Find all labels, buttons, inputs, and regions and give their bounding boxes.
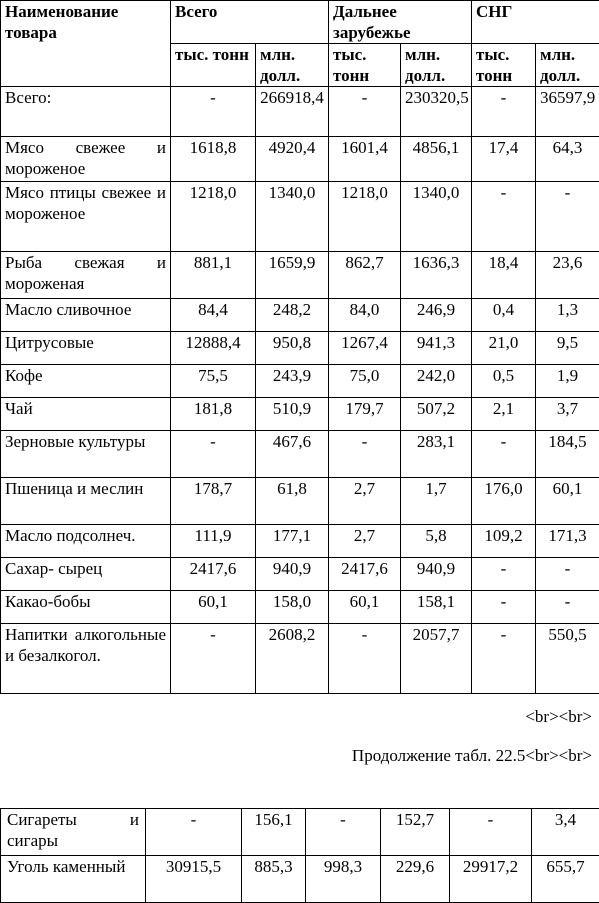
row-value: 1659,9	[256, 252, 329, 299]
row-value: 3,7	[536, 398, 599, 431]
row-value: 2,7	[329, 525, 401, 558]
row-value: 3,4	[532, 809, 599, 856]
continuation-body	[1, 809, 599, 903]
row-value: 229,6	[381, 856, 450, 903]
table-row	[1, 137, 599, 182]
row-name: Всего:	[1, 87, 171, 137]
row-name: Напитки алкогольные и безалкогол.	[1, 624, 171, 694]
row-value: -	[472, 431, 536, 478]
row-value: 17,4	[472, 137, 536, 182]
row-value: 84,0	[329, 299, 401, 332]
table-row	[1, 809, 599, 856]
row-value: 1636,3	[401, 252, 472, 299]
table-row	[1, 87, 599, 137]
row-value: -	[472, 558, 536, 591]
row-name: Цитрусовые	[1, 332, 171, 365]
subheader-cell: тыс. тонн	[171, 44, 256, 87]
row-value: 84,4	[171, 299, 256, 332]
row-value: 1218,0	[329, 182, 401, 252]
row-value: -	[536, 591, 599, 624]
row-name: Чай	[1, 398, 171, 431]
row-value: -	[450, 809, 532, 856]
row-value: 60,1	[536, 478, 599, 525]
table-row	[1, 431, 599, 478]
row-name: Зерновые культуры	[1, 431, 171, 478]
header-group-total: Всего	[171, 1, 329, 44]
row-value: 550,5	[536, 624, 599, 694]
header-row	[1, 1, 599, 44]
row-value: 0,4	[472, 299, 536, 332]
row-value: 12888,4	[171, 332, 256, 365]
row-value: 60,1	[171, 591, 256, 624]
row-value: -	[171, 624, 256, 694]
row-value: 30915,5	[146, 856, 242, 903]
row-value: 64,3	[536, 137, 599, 182]
continuation-caption: Продолжение табл. 22.5<br><br>	[352, 745, 592, 766]
row-value: -	[472, 624, 536, 694]
row-value: 29917,2	[450, 856, 532, 903]
row-value: 109,2	[472, 525, 536, 558]
row-value: 2057,7	[401, 624, 472, 694]
row-value: 230320,5	[401, 87, 472, 137]
subheader-cell: млн. долл.	[256, 44, 329, 87]
row-value: 2,1	[472, 398, 536, 431]
table-row	[1, 478, 599, 525]
row-value: 181,8	[171, 398, 256, 431]
row-value: 941,3	[401, 332, 472, 365]
row-value: 283,1	[401, 431, 472, 478]
row-value: 9,5	[536, 332, 599, 365]
row-value: 75,0	[329, 365, 401, 398]
row-value: 36597,9	[536, 87, 599, 137]
row-value: 1218,0	[171, 182, 256, 252]
row-value: 156,1	[242, 809, 306, 856]
row-value: 248,2	[256, 299, 329, 332]
row-value: -	[306, 809, 381, 856]
row-value: 178,7	[171, 478, 256, 525]
subheader-cell: тыс. тонн	[329, 44, 401, 87]
table-row	[1, 182, 599, 252]
row-value: -	[536, 558, 599, 591]
row-value: 5,8	[401, 525, 472, 558]
row-value: 184,5	[536, 431, 599, 478]
table-row	[1, 525, 599, 558]
row-value: 885,3	[242, 856, 306, 903]
row-value: 655,7	[532, 856, 599, 903]
row-value: 940,9	[256, 558, 329, 591]
row-value: 1618,8	[171, 137, 256, 182]
row-value: 242,0	[401, 365, 472, 398]
row-name: Уголь каменный	[1, 856, 146, 903]
row-name: Мясо птицы свежее и мороженое	[1, 182, 171, 252]
row-value: 1267,4	[329, 332, 401, 365]
row-value: 60,1	[329, 591, 401, 624]
row-value: 2608,2	[256, 624, 329, 694]
row-value: 881,1	[171, 252, 256, 299]
row-name: Мясо свежее и мороженое	[1, 137, 171, 182]
break-marker: <br><br>	[525, 706, 592, 727]
row-value: 467,6	[256, 431, 329, 478]
row-value: 1340,0	[401, 182, 472, 252]
row-value: 1,3	[536, 299, 599, 332]
row-value: 75,5	[171, 365, 256, 398]
row-value: -	[171, 87, 256, 137]
row-value: 1601,4	[329, 137, 401, 182]
row-value: 998,3	[306, 856, 381, 903]
table-row	[1, 624, 599, 694]
row-value: 266918,4	[256, 87, 329, 137]
row-name: Кофе	[1, 365, 171, 398]
row-value: -	[536, 182, 599, 252]
row-value: 158,1	[401, 591, 472, 624]
row-value: 950,8	[256, 332, 329, 365]
row-value: 2417,6	[171, 558, 256, 591]
row-value: -	[329, 624, 401, 694]
row-value: 23,6	[536, 252, 599, 299]
row-value: 4920,4	[256, 137, 329, 182]
row-name: Сахар- сырец	[1, 558, 171, 591]
row-value: 510,9	[256, 398, 329, 431]
row-value: 158,0	[256, 591, 329, 624]
row-value: 2417,6	[329, 558, 401, 591]
row-value: 4856,1	[401, 137, 472, 182]
table-row	[1, 252, 599, 299]
row-name: Пшеница и меслин	[1, 478, 171, 525]
table-body	[1, 87, 599, 694]
row-value: 152,7	[381, 809, 450, 856]
subheader-cell: тыс. тонн	[472, 44, 536, 87]
row-value: -	[171, 431, 256, 478]
table-row	[1, 332, 599, 365]
row-value: 2,7	[329, 478, 401, 525]
subheader-cell: млн. долл.	[401, 44, 472, 87]
table-row	[1, 591, 599, 624]
header-group-cis: СНГ	[472, 1, 599, 44]
row-value: 1340,0	[256, 182, 329, 252]
row-value: 246,9	[401, 299, 472, 332]
table-row	[1, 856, 599, 903]
table-row	[1, 398, 599, 431]
table-row	[1, 365, 599, 398]
table-row	[1, 299, 599, 332]
row-value: 61,8	[256, 478, 329, 525]
row-value: 0,5	[472, 365, 536, 398]
row-value: 862,7	[329, 252, 401, 299]
header-name: Наименование товара	[1, 1, 171, 87]
row-value: 176,0	[472, 478, 536, 525]
header-group-far-abroad: Дальнее зарубежье	[329, 1, 472, 44]
continuation-table	[0, 808, 599, 903]
row-value: 111,9	[171, 525, 256, 558]
row-name: Какао-бобы	[1, 591, 171, 624]
row-value: 507,2	[401, 398, 472, 431]
row-value: 18,4	[472, 252, 536, 299]
row-value: 177,1	[256, 525, 329, 558]
row-name: Масло подсолнеч.	[1, 525, 171, 558]
row-value: -	[329, 87, 401, 137]
row-value: 940,9	[401, 558, 472, 591]
row-name: Сигареты и сигары	[1, 809, 146, 856]
row-value: -	[472, 591, 536, 624]
row-value: -	[472, 182, 536, 252]
row-value: -	[329, 431, 401, 478]
row-value: 1,9	[536, 365, 599, 398]
table-row	[1, 558, 599, 591]
row-value: 179,7	[329, 398, 401, 431]
row-name: Рыба свежая и мороженая	[1, 252, 171, 299]
row-value: 1,7	[401, 478, 472, 525]
row-value: -	[472, 87, 536, 137]
row-value: -	[146, 809, 242, 856]
row-value: 171,3	[536, 525, 599, 558]
subheader-cell: млн. долл.	[536, 44, 599, 87]
row-name: Масло сливочное	[1, 299, 171, 332]
row-value: 243,9	[256, 365, 329, 398]
row-value: 21,0	[472, 332, 536, 365]
